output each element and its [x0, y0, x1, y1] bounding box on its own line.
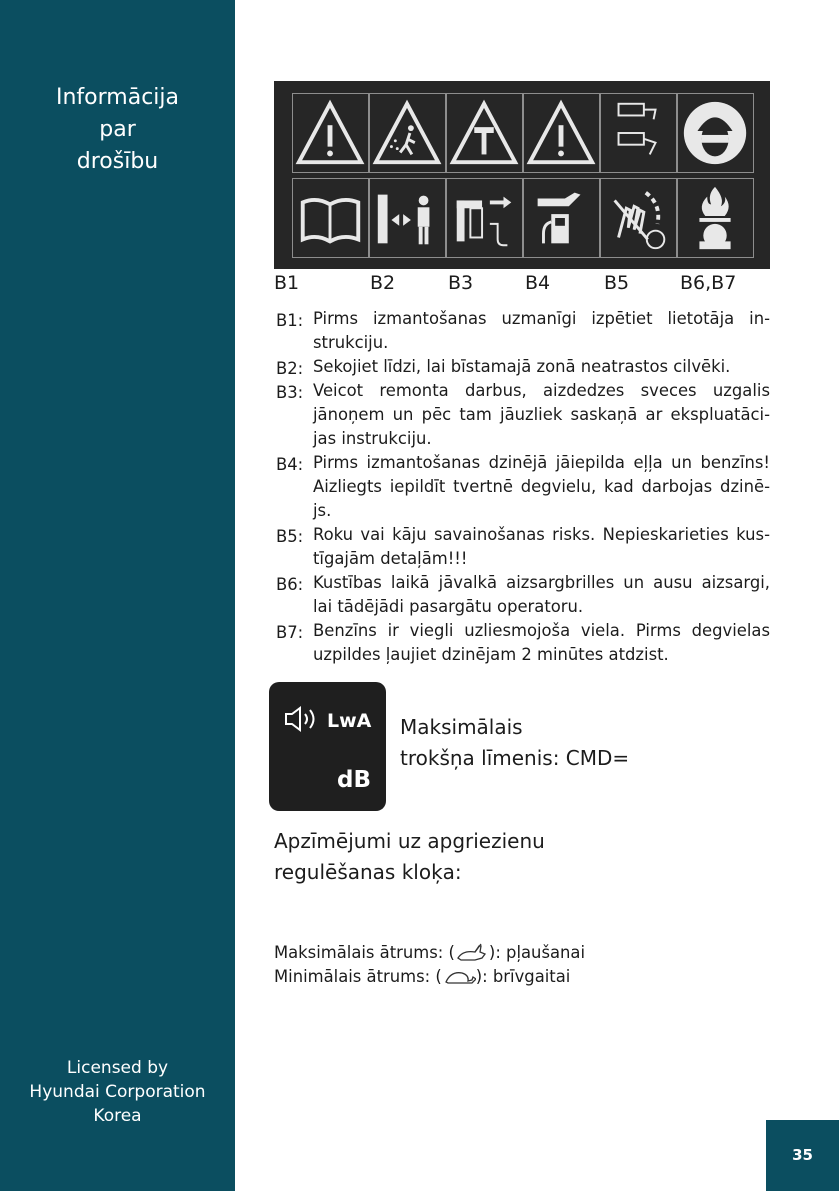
license-line-3: Korea	[93, 1106, 142, 1126]
db-label: dB	[337, 767, 371, 793]
helmet-goggles-icon	[677, 93, 754, 173]
icon-code: B2	[370, 272, 396, 294]
instruction-text: Sekojiet līdzi, lai bīstamajā zonā neatrastos cilvēki.	[313, 357, 731, 376]
instruction-item	[274, 619, 770, 667]
instruction-code: B1:	[276, 311, 304, 330]
knob-heading-line-2: regulēšanas kloķa:	[274, 860, 462, 884]
warning-triangle-icon	[292, 93, 369, 173]
instruction-item	[274, 379, 770, 451]
throttle-knob-heading	[274, 826, 545, 888]
instruction-item	[274, 451, 770, 523]
license-line-2: Hyundai Corporation	[29, 1082, 206, 1102]
instruction-text: Benzīns ir viegli uzliesmojoša viela. Pirms degvielas uzpildes ļaujiet dzinējam 2 minūtes atdzist.	[313, 621, 770, 664]
instruction-item	[274, 307, 770, 355]
instruction-text: Pirms izmantošanas dzinējā jāiepilda eļļa un benzīns! Aizliegts iepildīt tvertnē degvielu, kad darbojas dzinē-js.	[313, 453, 770, 520]
icon-code: B5	[604, 272, 630, 294]
instruction-code: B4:	[276, 455, 304, 474]
instruction-text: Roku vai kāju savainošanas risks. Nepieskarieties kus-tīgajām detaļām!!!	[313, 525, 770, 568]
noise-label-line-1: Maksimālais	[400, 715, 523, 739]
instruction-code: B7:	[276, 623, 304, 642]
max-speed-suffix: ): pļaušanai	[488, 943, 586, 962]
license-note	[0, 1056, 235, 1128]
instruction-text: Pirms izmantošanas uzmanīgi izpētiet lietotāja in-strukciju.	[313, 309, 770, 352]
noise-level-badge	[269, 682, 386, 811]
min-speed-prefix: Minimālais ātrums: (	[274, 967, 442, 986]
thrown-objects-icon	[369, 93, 446, 173]
license-line-1: Licensed by	[66, 1058, 169, 1078]
machine-operation-icon	[600, 93, 677, 173]
instruction-text: Veicot remonta darbus, aizdedzes sveces uzgalis jānoņem un pēc tam jāuzliek saskaņā ar ekspluatāci-jas instrukciju.	[313, 381, 770, 448]
knob-heading-line-1: Apzīmējumi uz apgriezienu	[274, 829, 545, 853]
read-manual-icon	[292, 178, 369, 258]
safety-icon-grid	[292, 93, 752, 258]
oil-fuel-icon	[523, 178, 600, 258]
speaker-icon	[283, 706, 323, 732]
noise-label-line-2: trokšņa līmenis: CMD=	[400, 746, 630, 770]
speed-legend	[274, 941, 585, 989]
instruction-code: B6:	[276, 575, 304, 594]
icon-codes-row	[274, 272, 770, 300]
max-speed-row	[274, 941, 585, 965]
min-speed-suffix: ): brīvgaitai	[475, 967, 571, 986]
icon-code: B6,B7	[680, 272, 737, 294]
section-title-line-3: drošību	[76, 149, 159, 174]
maintenance-hammer-icon	[446, 93, 523, 173]
spark-plug-icon	[446, 178, 523, 258]
flammable-icon	[677, 178, 754, 258]
caution-triangle-icon	[523, 93, 600, 173]
no-hands-stop-icon	[600, 178, 677, 258]
instruction-item	[274, 355, 770, 379]
sidebar	[0, 0, 235, 1191]
hare-icon	[455, 942, 489, 964]
lwa-label: LwA	[327, 710, 372, 732]
icon-code: B3	[448, 272, 474, 294]
icon-code: B1	[274, 272, 300, 294]
section-title-line-2: par	[99, 117, 136, 142]
section-title	[0, 82, 235, 178]
safety-icon-panel	[274, 81, 770, 269]
instruction-text: Kustības laikā jāvalkā aizsargbrilles un ausu aizsargi, lai tādējādi pasargātu operatoru.	[313, 573, 770, 616]
max-speed-prefix: Maksimālais ātrums: (	[274, 943, 455, 962]
safety-instructions	[274, 307, 770, 667]
instruction-item	[274, 523, 770, 571]
icon-code: B4	[525, 272, 551, 294]
instruction-item	[274, 571, 770, 619]
noise-level-text	[400, 712, 629, 774]
section-title-line-1: Informācija	[55, 85, 179, 110]
min-speed-row	[274, 965, 585, 989]
instruction-code: B2:	[276, 359, 304, 378]
keep-distance-icon	[369, 178, 446, 258]
instruction-code: B5:	[276, 527, 304, 546]
turtle-icon	[442, 966, 476, 988]
instruction-code: B3:	[276, 383, 304, 402]
page-number: 35	[766, 1120, 839, 1191]
